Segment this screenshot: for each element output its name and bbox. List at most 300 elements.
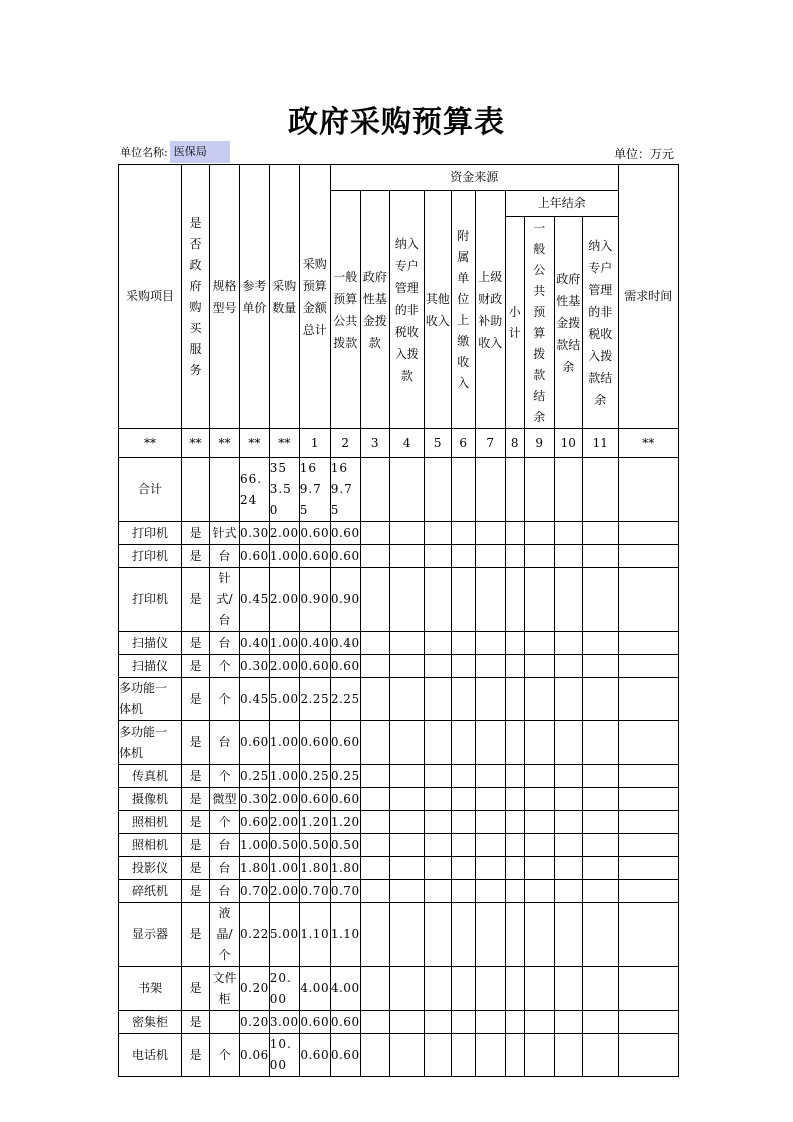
header-subtotal: 小计 [505,217,524,429]
table-cell: 个 [210,655,240,678]
table-cell: 0.70 [299,880,330,903]
table-cell [451,632,475,655]
table-row [119,1011,679,1034]
table-cell [618,1034,678,1077]
table-cell: 0.20 [240,1011,270,1034]
table-cell [451,721,475,765]
table-cell [554,967,582,1011]
table-cell [360,765,389,788]
table-cell [582,903,618,967]
table-cell [505,765,524,788]
table-cell [475,632,505,655]
table-cell: 扫描仪 [119,632,182,655]
header-special-nontax: 纳入专户管理的非税收入拨款 [389,191,424,429]
table-row [119,857,679,880]
table-cell [424,857,451,880]
table-cell [389,788,424,811]
table-cell: 是 [182,632,210,655]
unit-name-label: 单位名称: [120,146,168,159]
table-cell: 0.60 [299,788,330,811]
table-cell [475,678,505,721]
table-cell: 液晶/个 [210,903,240,967]
table-cell: 1.20 [330,811,360,834]
table-cell [424,1034,451,1077]
table-cell [360,967,389,1011]
header-superior: 上级财政补助收入 [475,191,505,429]
table-row [119,834,679,857]
table-cell: 0.06 [240,1034,270,1077]
table-cell: 1.80 [299,857,330,880]
table-cell: 0.60 [299,522,330,545]
table-cell [582,568,618,632]
table-cell: 台 [210,857,240,880]
table-cell: 4.00 [299,967,330,1011]
table-cell [524,545,554,568]
table-cell: 是 [182,765,210,788]
table-cell [582,967,618,1011]
table-cell [505,721,524,765]
table-cell: 2.00 [269,788,299,811]
table-cell: 0.25 [299,765,330,788]
table-cell: 1.80 [240,857,270,880]
table-cell [475,880,505,903]
table-cell: 台 [210,721,240,765]
table-cell: 是 [182,522,210,545]
index-cell: 4 [389,429,424,458]
table-cell: 0.60 [330,545,360,568]
table-cell [424,522,451,545]
table-cell [524,903,554,967]
table-cell: 0.60 [240,545,270,568]
table-cell [424,678,451,721]
table-cell [524,522,554,545]
table-cell [618,545,678,568]
table-cell [389,967,424,1011]
table-cell [475,788,505,811]
header-ref-price: 参考单价 [240,165,270,429]
index-cell: ** [269,429,299,458]
table-cell: 是 [182,788,210,811]
table-cell: 打印机 [119,568,182,632]
table-cell [360,880,389,903]
table-cell [524,568,554,632]
table-cell [424,655,451,678]
table-cell [451,655,475,678]
table-cell: 0.60 [330,522,360,545]
table-cell [451,545,475,568]
table-cell: 1.80 [330,857,360,880]
table-cell: 0.60 [330,655,360,678]
table-cell [505,834,524,857]
table-cell [554,721,582,765]
table-cell: 是 [182,1011,210,1034]
table-cell [582,632,618,655]
table-cell: 微型 [210,788,240,811]
table-row [119,811,679,834]
table-cell [554,522,582,545]
table-row [119,632,679,655]
index-cell: 6 [451,429,475,458]
index-cell: 10 [554,429,582,458]
table-cell: 0.90 [299,568,330,632]
total-row [119,458,679,522]
table-cell [360,857,389,880]
header-last-year: 上年结余 [505,191,618,217]
index-cell: 2 [330,429,360,458]
table-cell [554,811,582,834]
table-cell: 是 [182,903,210,967]
table-cell [360,1011,389,1034]
table-cell: 是 [182,967,210,1011]
table-cell: 0.30 [240,655,270,678]
table-cell [424,880,451,903]
table-cell: 台 [210,880,240,903]
table-cell: 0.50 [269,834,299,857]
table-cell: 0.40 [240,632,270,655]
table-cell: 1.10 [330,903,360,967]
table-row [119,655,679,678]
table-cell [524,880,554,903]
table-cell [389,632,424,655]
table-cell: 0.60 [299,1011,330,1034]
table-cell [360,834,389,857]
index-cell: ** [210,429,240,458]
table-cell [554,545,582,568]
header-is-gov-service: 是否政府购买服务 [182,165,210,429]
table-cell: 扫描仪 [119,655,182,678]
table-cell: 碎纸机 [119,880,182,903]
table-cell [582,788,618,811]
table-cell [554,788,582,811]
table-cell: 0.40 [330,632,360,655]
header-fund-source: 资金来源 [330,165,618,191]
table-cell: 2.00 [269,568,299,632]
index-cell: 8 [505,429,524,458]
table-cell: 0.20 [240,967,270,1011]
total-general: 169.75 [330,458,360,522]
table-cell: 0.40 [299,632,330,655]
header-spec: 规格型号 [210,165,240,429]
table-cell [618,765,678,788]
table-cell [360,903,389,967]
table-cell: 是 [182,834,210,857]
table-cell [389,568,424,632]
table-cell: 1.10 [299,903,330,967]
table-cell [360,655,389,678]
table-cell [505,811,524,834]
table-cell [389,857,424,880]
table-row [119,522,679,545]
table-cell [582,834,618,857]
table-cell: 照相机 [119,834,182,857]
table-cell [389,811,424,834]
table-row [119,678,679,721]
header-ly-gov-fund: 政府性基金拨款结余 [554,217,582,429]
table-cell [582,880,618,903]
table-cell [618,655,678,678]
table-cell [360,632,389,655]
table-cell: 摄像机 [119,788,182,811]
table-cell: 0.25 [240,765,270,788]
table-cell [582,811,618,834]
table-cell: 1.00 [269,721,299,765]
table-cell: 1.20 [299,811,330,834]
table-cell [360,811,389,834]
table-cell [424,721,451,765]
table-cell [389,721,424,765]
table-cell [424,811,451,834]
index-row [119,429,679,458]
header-other-income: 其他收入 [424,191,451,429]
table-cell [389,880,424,903]
table-cell [582,545,618,568]
table-cell [389,1011,424,1034]
header-ly-general: 一般公共预算拨款结余 [524,217,554,429]
table-cell: 个 [210,678,240,721]
table-cell [524,857,554,880]
table-cell [582,655,618,678]
table-cell [618,967,678,1011]
table-cell: 传真机 [119,765,182,788]
index-cell: ** [618,429,678,458]
table-cell [210,458,240,522]
table-cell [360,522,389,545]
table-cell [424,1011,451,1034]
table-cell [524,678,554,721]
table-cell [389,545,424,568]
table-cell [505,1011,524,1034]
table-cell: 是 [182,1034,210,1077]
table-cell: 个 [210,765,240,788]
table-cell [475,545,505,568]
table-cell [524,765,554,788]
table-cell [618,678,678,721]
table-cell [451,678,475,721]
table-cell: 是 [182,857,210,880]
table-cell [505,678,524,721]
table-cell [451,568,475,632]
table-cell [582,1011,618,1034]
table-cell [582,857,618,880]
table-cell [582,765,618,788]
index-cell: ** [240,429,270,458]
table-cell [524,721,554,765]
table-cell: 打印机 [119,545,182,568]
table-cell [451,522,475,545]
table-cell [505,788,524,811]
table-cell: 台 [210,632,240,655]
table-cell: 是 [182,721,210,765]
table-cell [524,967,554,1011]
table-cell: 10.00 [269,1034,299,1077]
table-cell [424,765,451,788]
table-cell [618,632,678,655]
table-cell [451,1034,475,1077]
table-cell [451,880,475,903]
table-cell: 0.70 [240,880,270,903]
table-cell: 0.60 [299,721,330,765]
table-cell [554,857,582,880]
table-cell [475,568,505,632]
table-row [119,1034,679,1077]
table-cell: 0.30 [240,522,270,545]
table-cell [618,880,678,903]
table-cell: 针式 [210,522,240,545]
table-cell [360,721,389,765]
table-cell [505,568,524,632]
table-cell [451,1011,475,1034]
table-cell [524,1011,554,1034]
table-cell [475,522,505,545]
table-cell: 0.70 [330,880,360,903]
table-cell [360,545,389,568]
table-cell [389,765,424,788]
table-cell [618,788,678,811]
table-cell [451,811,475,834]
table-cell [618,903,678,967]
table-cell: 0.50 [299,834,330,857]
total-label: 合计 [119,458,182,522]
table-cell [451,765,475,788]
table-cell: 多功能一体机 [119,721,182,765]
header-affiliated: 附属单位上缴收入 [451,191,475,429]
table-cell [524,1034,554,1077]
table-cell: 3.00 [269,1011,299,1034]
table-cell: 0.60 [330,788,360,811]
index-cell: ** [182,429,210,458]
table-cell [582,678,618,721]
index-cell: 7 [475,429,505,458]
table-cell [524,632,554,655]
table-row [119,545,679,568]
table-cell [505,1034,524,1077]
table-cell: 书架 [119,967,182,1011]
table-cell [582,522,618,545]
table-cell [451,857,475,880]
procurement-table [118,164,679,1077]
table-cell [554,1034,582,1077]
table-cell [618,834,678,857]
table-cell: 投影仪 [119,857,182,880]
table-row [119,788,679,811]
table-cell [524,834,554,857]
table-cell: 2.00 [269,880,299,903]
table-cell [360,568,389,632]
table-cell [505,880,524,903]
table-cell: 2.25 [299,678,330,721]
table-cell: 电话机 [119,1034,182,1077]
table-cell [475,834,505,857]
data-rows [119,522,679,1077]
table-cell: 是 [182,811,210,834]
table-cell [451,967,475,1011]
table-cell: 2.00 [269,655,299,678]
table-cell: 0.60 [240,811,270,834]
table-row [119,568,679,632]
table-cell [505,545,524,568]
table-cell: 5.00 [269,903,299,967]
index-cell: 9 [524,429,554,458]
table-cell [360,1034,389,1077]
table-row [119,765,679,788]
table-cell [505,655,524,678]
index-cell: 1 [299,429,330,458]
index-cell: 3 [360,429,389,458]
table-cell: 文件柜 [210,967,240,1011]
table-cell: 显示器 [119,903,182,967]
table-cell [554,678,582,721]
table-cell [389,678,424,721]
table-cell [389,834,424,857]
table-cell [475,1011,505,1034]
table-row [119,903,679,967]
table-cell: 是 [182,545,210,568]
table-cell: 0.25 [330,765,360,788]
table-cell: 针式/台 [210,568,240,632]
table-cell [475,967,505,1011]
table-cell: 多功能一体机 [119,678,182,721]
header-demand-time: 需求时间 [618,165,678,429]
table-cell [505,522,524,545]
table-cell [554,903,582,967]
table-cell: 密集柜 [119,1011,182,1034]
table-cell [475,721,505,765]
table-cell [475,1034,505,1077]
table-cell: 0.60 [299,1034,330,1077]
table-cell: 0.50 [330,834,360,857]
table-cell: 1.00 [269,765,299,788]
header-qty: 采购数量 [269,165,299,429]
unit-name-value[interactable]: 医保局 [170,141,230,163]
table-cell: 1.00 [269,545,299,568]
table-cell [424,967,451,1011]
table-cell: 0.30 [240,788,270,811]
table-cell [505,857,524,880]
table-cell [360,678,389,721]
table-cell: 台 [210,545,240,568]
table-cell: 是 [182,655,210,678]
table-row [119,721,679,765]
table-cell: 0.60 [330,1034,360,1077]
table-cell: 照相机 [119,811,182,834]
table-cell [389,903,424,967]
table-cell: 0.60 [330,1011,360,1034]
table-cell [389,655,424,678]
index-cell: 11 [582,429,618,458]
table-row [119,967,679,1011]
table-cell [524,811,554,834]
table-cell: 1.00 [240,834,270,857]
table-cell [582,721,618,765]
table-cell [554,655,582,678]
index-cell: ** [119,429,182,458]
header-gov-fund: 政府性基金拨款 [360,191,389,429]
table-cell [582,1034,618,1077]
index-cell: 5 [424,429,451,458]
table-cell: 0.60 [299,655,330,678]
table-cell [475,765,505,788]
table-cell [451,834,475,857]
table-cell [554,834,582,857]
table-cell [451,788,475,811]
table-cell [424,834,451,857]
table-cell: 0.45 [240,678,270,721]
table-cell [524,655,554,678]
table-cell [182,458,210,522]
table-cell [424,903,451,967]
table-cell [210,1011,240,1034]
table-cell: 2.00 [269,522,299,545]
